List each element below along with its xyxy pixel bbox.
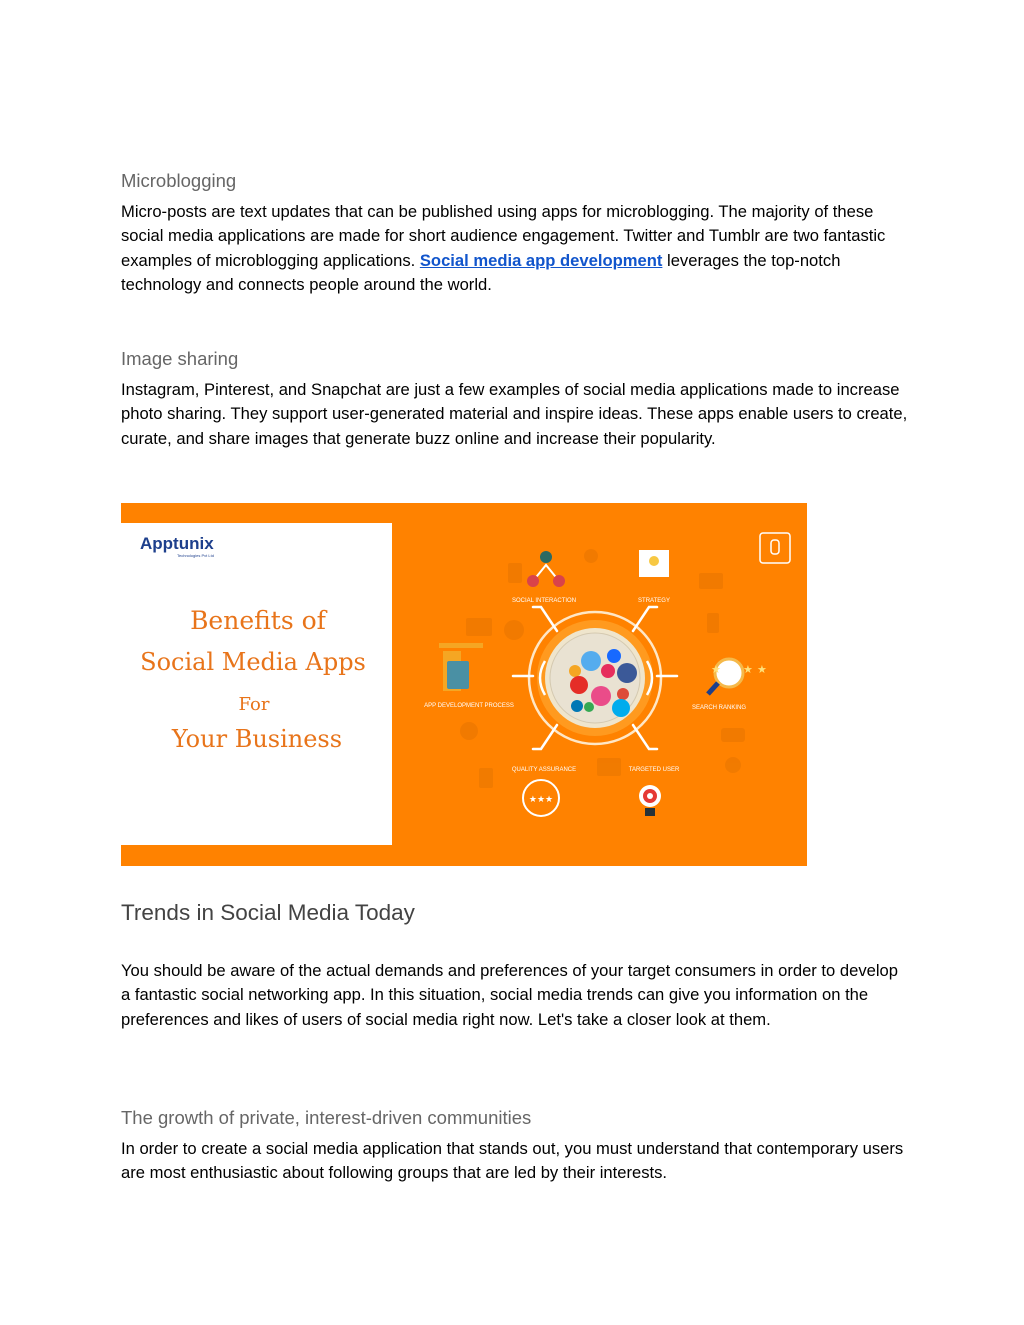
heading-trends: Trends in Social Media Today — [121, 900, 415, 925]
apptunix-logo-sub: Technologies Pvt Ltd — [177, 553, 214, 558]
banner-title-line-2: Social Media Apps — [140, 648, 366, 676]
benefits-banner-image — [121, 503, 807, 866]
label-search-ranking: SEARCH RANKING — [691, 705, 747, 711]
paragraph-microblogging — [121, 200, 911, 298]
microblogging-text: Micro-posts are text updates that can be published using apps for microblogging. The majority of these social media applications are made for short audience engagement. Twitter and Tumblr are two fantastic examples of microblogging applications. — [121, 202, 886, 270]
label-strategy: STRATEGY — [638, 598, 670, 604]
paragraph-image-sharing: Instagram, Pinterest, and Snapchat are just a few examples of social media applications made to increase photo sharing. They support user-generated material and inspire ideas. These apps enable users to create, curate, and share images that generate buzz online and increase their popularity. — [121, 380, 908, 448]
microblogging-text-end: leverages the top-notch technology and connects people around the world. — [121, 250, 841, 295]
paragraph-trends: You should be aware of the actual demands and preferences of your target consumers in order to develop a fantastic social networking app. In this situation, social media trends can give you information on the preferences and likes of users of social media right now. Let's take a closer look at them. — [121, 961, 899, 1029]
heading-image-sharing: Image sharing — [121, 348, 239, 369]
svg-text:★★★: ★★★ — [528, 795, 554, 805]
svg-text:★: ★ — [743, 663, 753, 676]
apptunix-logo: Apptunix — [140, 534, 214, 553]
banner-title-line-4: Your Business — [171, 725, 343, 753]
label-app-development: APP DEVELOPMENT PROCESS — [424, 703, 514, 709]
banner-title-line-3: For — [238, 694, 270, 715]
svg-text:★: ★ — [757, 663, 767, 676]
heading-microblogging: Microblogging — [121, 170, 237, 191]
banner-title-line-1: Benefits of — [190, 606, 326, 635]
label-quality-assurance: QUALITY ASSURANCE — [511, 767, 577, 773]
label-targeted-user: TARGETED USER — [628, 767, 680, 773]
heading-communities: The growth of private, interest-driven communities — [121, 1107, 532, 1128]
label-social-interaction: SOCIAL INTERACTION — [511, 598, 577, 604]
paragraph-communities: In order to create a social media application that stands out, you must understand that contemporary users are most enthusiastic about following groups that are led by their interests. — [121, 1139, 904, 1183]
social-media-app-development-link[interactable]: Social media app development — [419, 250, 663, 270]
svg-text:★: ★ — [711, 663, 721, 676]
